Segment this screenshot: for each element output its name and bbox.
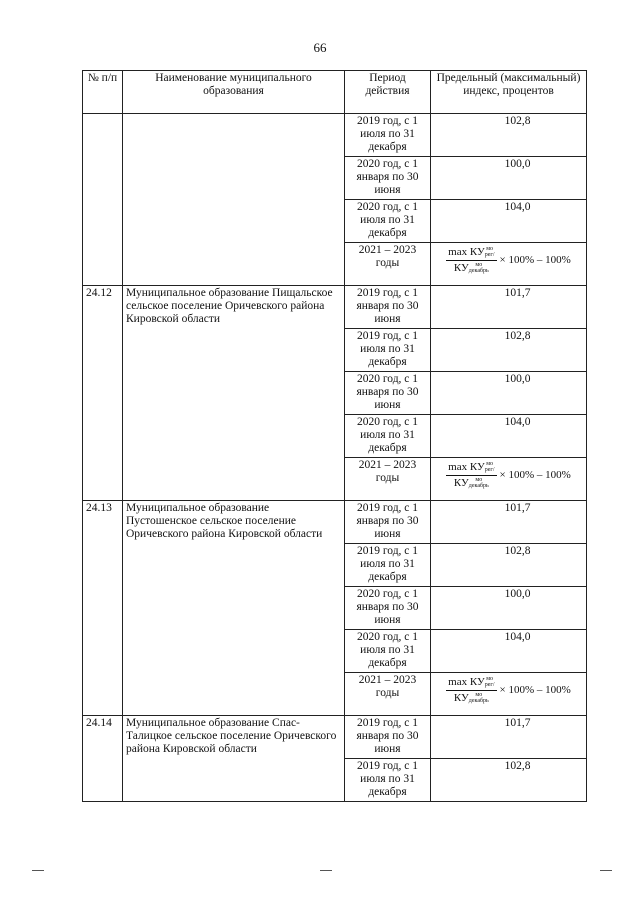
period-cell: 2020 год, с 1 июля по 31 декабря	[345, 630, 431, 673]
index-cell	[431, 587, 587, 630]
period-cell: 2019 год, с 1 июля по 31 декабря	[345, 544, 431, 587]
formula-cell	[431, 243, 587, 286]
scan-mark	[320, 870, 332, 871]
index-value: 102,8	[504, 330, 531, 342]
period-cell: 2020 год, с 1 июля по 31 декабря	[345, 200, 431, 243]
tariff-index-table	[82, 70, 587, 802]
period-cell: 2021 – 2023 годы	[345, 243, 431, 286]
row-name-cell: Муниципальное образование Пищальское сельское поселение Оричевского района Кировской области	[123, 286, 345, 501]
index-value: 104,0	[504, 416, 531, 428]
table-header-row	[83, 71, 587, 114]
header-num: № п/п	[83, 71, 123, 114]
index-cell	[431, 630, 587, 673]
header-index: Предельный (максимальный) индекс, процентов	[431, 71, 587, 114]
table-row	[83, 716, 587, 759]
period-cell: 2019 год, с 1 июля по 31 декабря	[345, 114, 431, 157]
header-period: Период действия	[345, 71, 431, 114]
index-cell	[431, 716, 587, 759]
page-number: 66	[313, 40, 327, 55]
formula: max КУ мо рег/ КУ мо декабрь × 100% – 100%	[448, 461, 571, 490]
formula-fraction: max КУ мо рег/ КУ мо декабрь	[448, 246, 495, 275]
index-cell	[431, 329, 587, 372]
period-cell: 2020 год, с 1 января по 30 июня	[345, 372, 431, 415]
formula-cell	[431, 458, 587, 501]
index-value: 102,8	[504, 760, 531, 772]
period-cell: 2019 год, с 1 июля по 31 декабря	[345, 329, 431, 372]
formula-fraction: max КУ мо рег/ КУ мо декабрь	[448, 676, 495, 705]
row-num-cell: 24.14	[83, 716, 123, 802]
index-value: 100,0	[504, 158, 531, 170]
index-value: 101,7	[504, 502, 531, 514]
period-cell: 2021 – 2023 годы	[345, 673, 431, 716]
formula-fraction: max КУ мо рег/ КУ мо декабрь	[448, 461, 495, 490]
period-cell: 2020 год, с 1 июля по 31 декабря	[345, 415, 431, 458]
row-num-cell: 24.12	[83, 286, 123, 501]
row-name-cell	[123, 114, 345, 286]
index-value: 100,0	[504, 588, 531, 600]
index-value: 104,0	[504, 201, 531, 213]
row-num-cell	[83, 114, 123, 286]
index-value: 102,8	[504, 545, 531, 557]
table-row	[83, 286, 587, 329]
table-row	[83, 501, 587, 544]
period-cell: 2020 год, с 1 января по 30 июня	[345, 157, 431, 200]
period-cell: 2019 год, с 1 января по 30 июня	[345, 286, 431, 329]
index-cell	[431, 544, 587, 587]
index-cell	[431, 759, 587, 802]
scan-mark	[600, 870, 612, 871]
index-value: 104,0	[504, 631, 531, 643]
period-cell: 2019 год, с 1 июля по 31 декабря	[345, 759, 431, 802]
index-cell	[431, 200, 587, 243]
index-value: 100,0	[504, 373, 531, 385]
period-cell: 2019 год, с 1 января по 30 июня	[345, 501, 431, 544]
index-cell	[431, 114, 587, 157]
index-value: 101,7	[504, 717, 531, 729]
formula: max КУ мо рег/ КУ мо декабрь × 100% – 100%	[448, 676, 571, 705]
index-cell	[431, 415, 587, 458]
row-num-cell: 24.13	[83, 501, 123, 716]
index-value: 102,8	[504, 115, 531, 127]
index-cell	[431, 501, 587, 544]
table-body	[83, 114, 587, 802]
index-cell	[431, 157, 587, 200]
period-cell: 2019 год, с 1 января по 30 июня	[345, 716, 431, 759]
index-cell	[431, 286, 587, 329]
index-cell	[431, 372, 587, 415]
formula: max КУ мо рег/ КУ мо декабрь × 100% – 100%	[448, 246, 571, 275]
table-row	[83, 114, 587, 157]
index-value: 101,7	[504, 287, 531, 299]
period-cell: 2021 – 2023 годы	[345, 458, 431, 501]
row-name-cell: Муниципальное образование Спас-Талицкое сельское поселение Оричевского района Кировской области	[123, 716, 345, 802]
scan-mark	[32, 870, 44, 871]
formula-cell	[431, 673, 587, 716]
row-name-cell: Муниципальное образование Пустошенское сельское поселение Оричевского района Кировской области	[123, 501, 345, 716]
period-cell: 2020 год, с 1 января по 30 июня	[345, 587, 431, 630]
header-name: Наименование муниципального образования	[123, 71, 345, 114]
